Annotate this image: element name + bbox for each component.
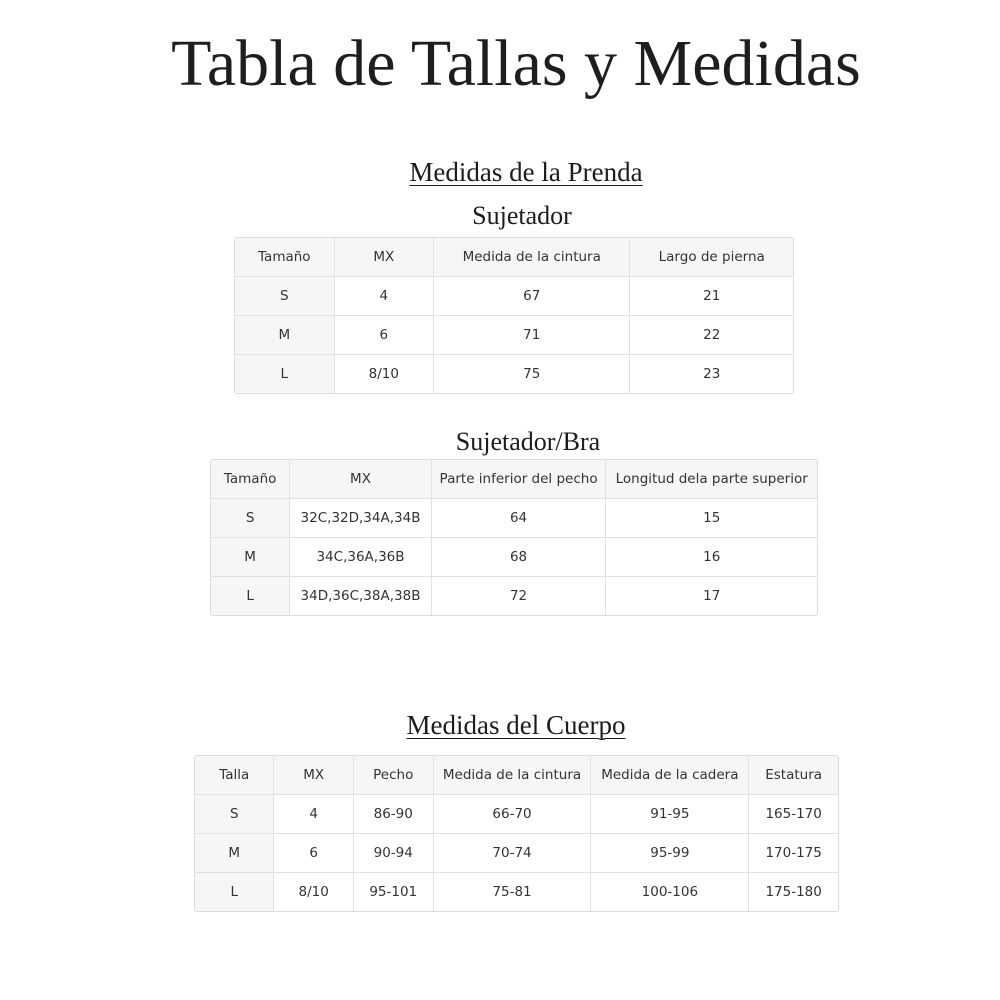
header-cell: MX <box>335 238 434 277</box>
table-cell: 6 <box>335 316 434 355</box>
header-cell: Medida de la cintura <box>434 238 630 277</box>
table-cell: 86-90 <box>354 795 434 834</box>
table-cell: S <box>235 277 335 316</box>
header-cell: Medida de la cadera <box>591 756 749 795</box>
table-cell: 71 <box>434 316 630 355</box>
table-cell: 170-175 <box>749 834 838 873</box>
header-cell: Tamaño <box>211 460 290 499</box>
table-cell: S <box>195 795 274 834</box>
table-cell: 90-94 <box>354 834 434 873</box>
table-cell: 175-180 <box>765 884 822 900</box>
table-cell: 22 <box>630 316 793 355</box>
table-cell: 17 <box>703 588 721 604</box>
table-row <box>211 499 817 538</box>
table-row <box>211 538 817 577</box>
header-cell: MX <box>290 460 431 499</box>
table-cell: M <box>235 316 335 355</box>
page-title: Tabla de Tallas y Medidas <box>171 27 861 100</box>
garment-section-heading: Medidas de la Prenda <box>409 157 643 187</box>
table-cell: 67 <box>434 277 630 316</box>
table-cell: 15 <box>606 499 817 538</box>
table-header-row <box>211 460 817 499</box>
table-cell: 4 <box>274 795 353 834</box>
table-header-row <box>235 238 793 277</box>
table-row <box>195 834 838 873</box>
table1-caption: Sujetador <box>472 201 572 230</box>
table-cell: 4 <box>335 277 434 316</box>
table-cell: M <box>211 538 290 577</box>
table-cell: 16 <box>606 538 817 577</box>
table-cell: L <box>195 873 274 911</box>
table2-caption: Sujetador/Bra <box>455 427 601 456</box>
body-measurements-table <box>194 755 839 912</box>
table-cell: 21 <box>630 277 793 316</box>
table-row <box>235 277 793 316</box>
table-cell: 64 <box>432 499 607 538</box>
table-cell: 32C,32D,34A,34B <box>290 499 431 538</box>
table-cell: 8/10 <box>274 873 353 911</box>
table-row <box>195 795 838 834</box>
table-cell: 72 <box>432 577 607 615</box>
header-cell: MX <box>274 756 353 795</box>
header-cell: Longitud dela parte superior <box>606 460 817 499</box>
table-cell: 34D,36C,38A,38B <box>290 577 431 615</box>
header-cell: Pecho <box>354 756 434 795</box>
table-cell: 70-74 <box>434 834 592 873</box>
table-row <box>235 355 793 393</box>
table-cell: 68 <box>432 538 607 577</box>
table-row <box>235 316 793 355</box>
header-cell: Estatura <box>749 756 838 795</box>
header-cell: Tamaño <box>235 238 335 277</box>
table-cell: 95-101 <box>354 873 434 911</box>
table-cell: 34C,36A,36B <box>290 538 431 577</box>
header-cell: Largo de pierna <box>630 238 793 277</box>
table-cell: M <box>195 834 274 873</box>
header-cell: Medida de la cintura <box>434 756 592 795</box>
table-cell: 165-170 <box>749 795 838 834</box>
table-cell: 8/10 <box>335 355 434 393</box>
header-cell: Parte inferior del pecho <box>432 460 607 499</box>
table-cell: L <box>235 355 335 393</box>
table-row <box>195 873 838 911</box>
size-table-sujetador-bra <box>210 459 818 616</box>
table-cell: L <box>211 577 290 615</box>
table-cell: 75 <box>434 355 630 393</box>
table-header-row <box>195 756 838 795</box>
header-cell: Talla <box>195 756 274 795</box>
table-cell: 23 <box>703 366 721 382</box>
table-cell: 95-99 <box>591 834 749 873</box>
table-row <box>211 577 817 615</box>
size-table-sujetador <box>234 237 794 394</box>
table-cell: S <box>211 499 290 538</box>
table-cell: 91-95 <box>591 795 749 834</box>
table-cell: 75-81 <box>434 873 592 911</box>
table-cell: 100-106 <box>591 873 749 911</box>
body-section-heading: Medidas del Cuerpo <box>406 710 626 740</box>
table-cell: 66-70 <box>434 795 592 834</box>
table-cell: 6 <box>274 834 353 873</box>
